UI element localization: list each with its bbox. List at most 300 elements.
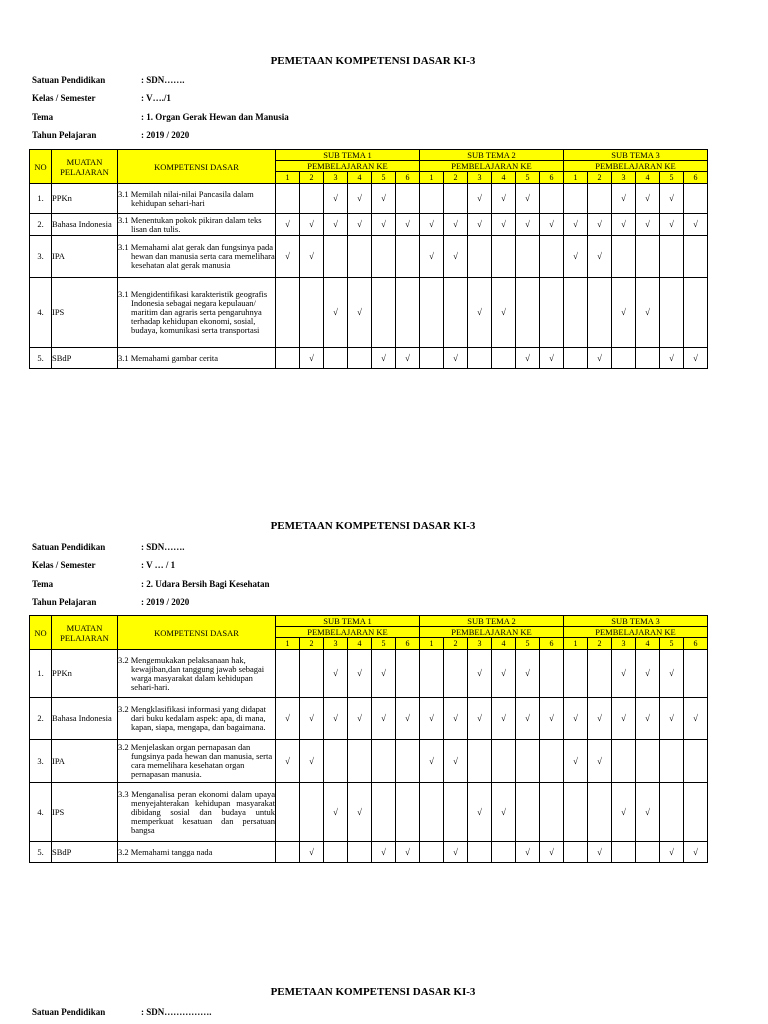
check-mark: √ [660, 214, 684, 236]
check-mark: √ [372, 698, 396, 740]
row-kompetensi-cell [118, 348, 276, 369]
header-lesson-number: 5 [372, 638, 396, 650]
table-row [30, 650, 708, 698]
check-mark: √ [420, 698, 444, 740]
empty-cell [324, 842, 348, 863]
check-mark: √ [324, 783, 348, 842]
header-lesson-number: 3 [468, 638, 492, 650]
meta-row [32, 130, 189, 140]
row-number: 5. [30, 842, 52, 863]
meta-label: Tahun Pelajaran [32, 130, 97, 140]
header-pembelajaran: PEMBELAJARAN KE [420, 161, 564, 172]
meta-row [32, 542, 185, 552]
check-mark: √ [300, 236, 324, 278]
check-mark: √ [420, 214, 444, 236]
empty-cell [348, 348, 372, 369]
empty-cell [348, 842, 372, 863]
check-mark: √ [684, 698, 708, 740]
section-title: PEMETAAN KOMPETENSI DASAR KI-3 [270, 520, 476, 532]
check-mark: √ [348, 650, 372, 698]
row-subject: IPA [52, 236, 118, 278]
empty-cell [468, 842, 492, 863]
empty-cell [492, 740, 516, 783]
meta-value: : V … / 1 [141, 560, 176, 570]
meta-value: : 2. Udara Bersih Bagi Kesehatan [141, 579, 270, 589]
header-lesson-number: 1 [420, 172, 444, 184]
header-kompetensi: KOMPETENSI DASAR [118, 616, 276, 650]
empty-cell [540, 783, 564, 842]
meta-row [32, 112, 289, 122]
row-kompetensi-text: 3.1 Memilah nilai-nilai Pancasila dalam kehidupan sehari-hari [118, 188, 254, 208]
empty-cell [396, 278, 420, 348]
header-lesson-number: 1 [564, 172, 588, 184]
header-lesson-number: 6 [684, 172, 708, 184]
check-mark: √ [492, 783, 516, 842]
header-lesson-number: 1 [276, 638, 300, 650]
check-mark: √ [636, 214, 660, 236]
row-kompetensi-text: 3.1 Menentukan pokok pikiran dalam teks lisan dan tulis. [118, 214, 262, 234]
check-mark: √ [396, 348, 420, 369]
empty-cell [588, 278, 612, 348]
header-subtema: SUB TEMA 1 [276, 616, 420, 627]
check-mark: √ [276, 214, 300, 236]
table-row [30, 184, 708, 214]
check-mark: √ [348, 214, 372, 236]
empty-cell [684, 184, 708, 214]
row-kompetensi-cell [118, 842, 276, 863]
header-lesson-number: 5 [660, 172, 684, 184]
check-mark: √ [540, 842, 564, 863]
header-lesson-number: 5 [660, 638, 684, 650]
empty-cell [684, 740, 708, 783]
row-number: 3. [30, 740, 52, 783]
header-lesson-number: 2 [588, 638, 612, 650]
empty-cell [564, 650, 588, 698]
empty-cell [420, 184, 444, 214]
check-mark: √ [564, 214, 588, 236]
empty-cell [468, 740, 492, 783]
header-lesson-number: 6 [684, 638, 708, 650]
check-mark: √ [516, 650, 540, 698]
row-number: 5. [30, 348, 52, 369]
check-mark: √ [348, 278, 372, 348]
check-mark: √ [684, 348, 708, 369]
empty-cell [660, 783, 684, 842]
header-subtema: SUB TEMA 1 [276, 150, 420, 161]
empty-cell [276, 842, 300, 863]
check-mark: √ [324, 698, 348, 740]
header-lesson-number: 6 [540, 172, 564, 184]
empty-cell [660, 740, 684, 783]
check-mark: √ [636, 278, 660, 348]
table-row [30, 698, 708, 740]
header-subtema: SUB TEMA 2 [420, 150, 564, 161]
header-lesson-number: 3 [612, 172, 636, 184]
meta-label: Satuan Pendidikan [32, 75, 106, 85]
header-lesson-number: 3 [324, 172, 348, 184]
check-mark: √ [372, 184, 396, 214]
header-kompetensi: KOMPETENSI DASAR [118, 150, 276, 184]
check-mark: √ [636, 698, 660, 740]
check-mark: √ [300, 740, 324, 783]
meta-label: Kelas / Semester [32, 560, 96, 570]
check-mark: √ [300, 214, 324, 236]
header-pembelajaran: PEMBELAJARAN KE [564, 161, 708, 172]
row-kompetensi-cell [118, 740, 276, 783]
empty-cell [684, 236, 708, 278]
check-mark: √ [444, 842, 468, 863]
check-mark: √ [660, 842, 684, 863]
empty-cell [276, 650, 300, 698]
check-mark: √ [492, 184, 516, 214]
meta-value: : 1. Organ Gerak Hewan dan Manusia [141, 112, 289, 122]
meta-row [32, 579, 270, 589]
check-mark: √ [348, 184, 372, 214]
check-mark: √ [540, 214, 564, 236]
header-lesson-number: 3 [612, 638, 636, 650]
empty-cell [588, 650, 612, 698]
empty-cell [396, 236, 420, 278]
row-kompetensi-cell [118, 236, 276, 278]
empty-cell [300, 650, 324, 698]
header-lesson-number: 4 [636, 172, 660, 184]
row-subject: PPKn [52, 650, 118, 698]
empty-cell [396, 184, 420, 214]
check-mark: √ [612, 184, 636, 214]
row-kompetensi-cell [118, 214, 276, 236]
row-subject: PPKn [52, 184, 118, 214]
empty-cell [396, 783, 420, 842]
check-mark: √ [420, 740, 444, 783]
check-mark: √ [348, 783, 372, 842]
row-kompetensi-cell [118, 184, 276, 214]
table-row [30, 348, 708, 369]
section-title: PEMETAAN KOMPETENSI DASAR KI-3 [270, 986, 476, 998]
check-mark: √ [660, 698, 684, 740]
check-mark: √ [420, 236, 444, 278]
row-kompetensi-text: 3.2 Mengklasifikasi informasi yang didapat dari buku kedalam aspek: apa, di mana, kapan, siapa, mengapa, dan bagaimana. [118, 704, 267, 732]
check-mark: √ [612, 698, 636, 740]
header-lesson-number: 1 [564, 638, 588, 650]
meta-row [32, 1007, 212, 1017]
meta-label: Satuan Pendidikan [32, 542, 106, 552]
check-mark: √ [324, 278, 348, 348]
empty-cell [540, 278, 564, 348]
header-row [30, 150, 708, 161]
meta-value: : V…./1 [141, 93, 171, 103]
meta-label: Tahun Pelajaran [32, 597, 97, 607]
check-mark: √ [468, 650, 492, 698]
empty-cell [444, 278, 468, 348]
empty-cell [516, 278, 540, 348]
empty-cell [636, 348, 660, 369]
empty-cell [372, 740, 396, 783]
meta-row [32, 93, 171, 103]
empty-cell [564, 783, 588, 842]
header-lesson-number: 4 [636, 638, 660, 650]
header-muatan: MUATAN PELAJARAN [52, 616, 118, 650]
check-mark: √ [468, 214, 492, 236]
header-no: NO [30, 150, 52, 184]
check-mark: √ [276, 236, 300, 278]
header-pembelajaran: PEMBELAJARAN KE [276, 627, 420, 638]
meta-label: Satuan Pendidikan [32, 1007, 106, 1017]
table-row [30, 236, 708, 278]
row-subject: SBdP [52, 348, 118, 369]
empty-cell [684, 783, 708, 842]
row-kompetensi-text: 3.2 Memahami tangga nada [118, 846, 213, 857]
empty-cell [348, 740, 372, 783]
check-mark: √ [372, 842, 396, 863]
meta-label: Tema [32, 579, 54, 589]
check-mark: √ [540, 698, 564, 740]
check-mark: √ [636, 184, 660, 214]
meta-row [32, 560, 175, 570]
check-mark: √ [348, 698, 372, 740]
empty-cell [492, 236, 516, 278]
check-mark: √ [468, 698, 492, 740]
kd-mapping-table [29, 149, 708, 369]
row-number: 2. [30, 698, 52, 740]
empty-cell [468, 348, 492, 369]
header-lesson-number: 4 [492, 172, 516, 184]
row-number: 1. [30, 184, 52, 214]
header-lesson-number: 1 [276, 172, 300, 184]
meta-value: : 2019 / 2020 [141, 597, 190, 607]
header-lesson-number: 2 [300, 638, 324, 650]
empty-cell [300, 783, 324, 842]
row-kompetensi-cell [118, 650, 276, 698]
empty-cell [372, 278, 396, 348]
check-mark: √ [588, 214, 612, 236]
row-subject: Bahasa Indonesia [52, 698, 118, 740]
check-mark: √ [444, 698, 468, 740]
check-mark: √ [492, 650, 516, 698]
check-mark: √ [396, 214, 420, 236]
header-pembelajaran: PEMBELAJARAN KE [564, 627, 708, 638]
check-mark: √ [636, 650, 660, 698]
check-mark: √ [444, 348, 468, 369]
meta-value: : SDN……. [141, 75, 185, 85]
empty-cell [396, 740, 420, 783]
header-lesson-number: 2 [588, 172, 612, 184]
header-lesson-number: 5 [516, 638, 540, 650]
check-mark: √ [564, 236, 588, 278]
header-muatan: MUATAN PELAJARAN [52, 150, 118, 184]
empty-cell [636, 842, 660, 863]
meta-value: : 2019 / 2020 [141, 130, 190, 140]
check-mark: √ [612, 650, 636, 698]
kd-mapping-table [29, 615, 708, 863]
check-mark: √ [396, 842, 420, 863]
row-number: 4. [30, 783, 52, 842]
row-number: 1. [30, 650, 52, 698]
empty-cell [420, 783, 444, 842]
header-lesson-number: 1 [420, 638, 444, 650]
row-subject: Bahasa Indonesia [52, 214, 118, 236]
check-mark: √ [324, 214, 348, 236]
check-mark: √ [516, 842, 540, 863]
header-lesson-number: 2 [444, 172, 468, 184]
table-row [30, 842, 708, 863]
meta-value: : SDN……………. [141, 1007, 212, 1017]
empty-cell [420, 842, 444, 863]
section-title: PEMETAAN KOMPETENSI DASAR KI-3 [270, 55, 476, 67]
row-number: 3. [30, 236, 52, 278]
empty-cell [612, 236, 636, 278]
header-subtema: SUB TEMA 2 [420, 616, 564, 627]
check-mark: √ [516, 184, 540, 214]
meta-row [32, 597, 189, 607]
empty-cell [540, 236, 564, 278]
check-mark: √ [684, 842, 708, 863]
header-lesson-number: 6 [396, 638, 420, 650]
check-mark: √ [660, 650, 684, 698]
table-row [30, 740, 708, 783]
header-row [30, 616, 708, 627]
empty-cell [564, 278, 588, 348]
check-mark: √ [612, 278, 636, 348]
row-subject: SBdP [52, 842, 118, 863]
check-mark: √ [564, 698, 588, 740]
check-mark: √ [300, 698, 324, 740]
empty-cell [588, 184, 612, 214]
header-pembelajaran: PEMBELAJARAN KE [420, 627, 564, 638]
check-mark: √ [588, 842, 612, 863]
empty-cell [300, 184, 324, 214]
check-mark: √ [444, 236, 468, 278]
check-mark: √ [612, 783, 636, 842]
check-mark: √ [636, 783, 660, 842]
header-no: NO [30, 616, 52, 650]
header-lesson-number: 4 [492, 638, 516, 650]
empty-cell [420, 278, 444, 348]
empty-cell [300, 278, 324, 348]
row-kompetensi-text: 3.1 Memahami gambar cerita [118, 352, 219, 363]
empty-cell [324, 348, 348, 369]
check-mark: √ [588, 236, 612, 278]
check-mark: √ [684, 214, 708, 236]
check-mark: √ [516, 214, 540, 236]
empty-cell [660, 236, 684, 278]
header-lesson-number: 2 [300, 172, 324, 184]
check-mark: √ [396, 698, 420, 740]
header-lesson-number: 4 [348, 172, 372, 184]
empty-cell [444, 650, 468, 698]
check-mark: √ [276, 740, 300, 783]
empty-cell [276, 348, 300, 369]
check-mark: √ [612, 214, 636, 236]
row-kompetensi-text: 3.3 Menganalisa peran ekonomi dalam upaya menyejahterakan kehidupan masyarakat dibidang sosial dan budaya untuk memperkuat kesatuan dan persatuan bangsa [118, 788, 275, 835]
empty-cell [516, 783, 540, 842]
empty-cell [588, 783, 612, 842]
empty-cell [492, 842, 516, 863]
header-lesson-number: 6 [396, 172, 420, 184]
header-subtema: SUB TEMA 3 [564, 150, 708, 161]
table-row [30, 278, 708, 348]
table-row [30, 214, 708, 236]
check-mark: √ [324, 184, 348, 214]
row-kompetensi-text: 3.2 Mengemukakan pelaksanaan hak, kewajiban,dan tanggung jawab sebagai warga masyarakat dalam kehidupan sehari-hari. [118, 654, 265, 692]
empty-cell [612, 740, 636, 783]
empty-cell [660, 278, 684, 348]
check-mark: √ [300, 842, 324, 863]
check-mark: √ [468, 278, 492, 348]
header-lesson-number: 2 [444, 638, 468, 650]
empty-cell [684, 278, 708, 348]
header-lesson-number: 6 [540, 638, 564, 650]
table-row [30, 783, 708, 842]
meta-label: Kelas / Semester [32, 93, 96, 103]
check-mark: √ [300, 348, 324, 369]
empty-cell [468, 236, 492, 278]
empty-cell [564, 842, 588, 863]
check-mark: √ [516, 698, 540, 740]
check-mark: √ [588, 348, 612, 369]
header-subtema: SUB TEMA 3 [564, 616, 708, 627]
check-mark: √ [372, 214, 396, 236]
empty-cell [348, 236, 372, 278]
row-kompetensi-cell [118, 278, 276, 348]
empty-cell [540, 740, 564, 783]
empty-cell [636, 740, 660, 783]
empty-cell [684, 650, 708, 698]
meta-row [32, 75, 185, 85]
header-lesson-number: 5 [372, 172, 396, 184]
empty-cell [636, 236, 660, 278]
row-kompetensi-text: 3.1 Mengidentifikasi karakteristik geografis Indonesia sebagai negara kepulauan/ maritim dan agraris serta pengaruhnya terhadap kehidupan ekonomi, sosial, budaya, komunikasi serta transportasi [118, 289, 268, 335]
empty-cell [516, 236, 540, 278]
empty-cell [612, 842, 636, 863]
empty-cell [276, 184, 300, 214]
header-lesson-number: 4 [348, 638, 372, 650]
empty-cell [324, 236, 348, 278]
row-number: 2. [30, 214, 52, 236]
check-mark: √ [564, 740, 588, 783]
check-mark: √ [372, 348, 396, 369]
meta-label: Tema [32, 112, 54, 122]
row-kompetensi-cell [118, 783, 276, 842]
empty-cell [492, 348, 516, 369]
check-mark: √ [444, 740, 468, 783]
check-mark: √ [492, 214, 516, 236]
header-pembelajaran: PEMBELAJARAN KE [276, 161, 420, 172]
check-mark: √ [516, 348, 540, 369]
check-mark: √ [588, 740, 612, 783]
check-mark: √ [492, 698, 516, 740]
empty-cell [372, 783, 396, 842]
check-mark: √ [492, 278, 516, 348]
empty-cell [276, 278, 300, 348]
check-mark: √ [588, 698, 612, 740]
check-mark: √ [444, 214, 468, 236]
empty-cell [420, 348, 444, 369]
empty-cell [396, 650, 420, 698]
empty-cell [444, 783, 468, 842]
empty-cell [444, 184, 468, 214]
check-mark: √ [468, 184, 492, 214]
empty-cell [420, 650, 444, 698]
row-kompetensi-cell [118, 698, 276, 740]
header-lesson-number: 5 [516, 172, 540, 184]
row-subject: IPS [52, 783, 118, 842]
row-subject: IPA [52, 740, 118, 783]
empty-cell [324, 740, 348, 783]
check-mark: √ [660, 184, 684, 214]
check-mark: √ [324, 650, 348, 698]
check-mark: √ [276, 698, 300, 740]
empty-cell [564, 184, 588, 214]
